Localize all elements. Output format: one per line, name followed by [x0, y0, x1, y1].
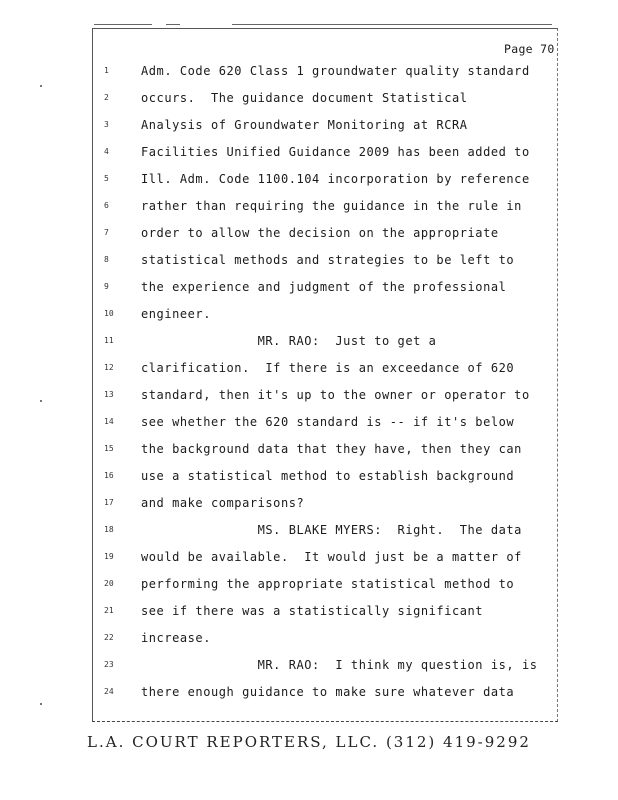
line-number: 4 — [104, 147, 109, 156]
transcript-line: performing the appropriate statistical method to — [141, 577, 515, 591]
line-number: 2 — [104, 93, 109, 102]
scan-speck — [40, 85, 42, 87]
page-border-bottom — [92, 721, 558, 722]
transcript-line: MS. BLAKE MYERS: Right. The data — [141, 523, 522, 537]
page-number: Page 70 — [504, 42, 555, 56]
transcript-line: Ill. Adm. Code 1100.104 incorporation by reference — [141, 172, 530, 186]
line-number: 13 — [104, 390, 114, 399]
scan-artifact-top-right — [232, 24, 552, 25]
transcript-line: use a statistical method to establish background — [141, 469, 515, 483]
transcript-line: see if there was a statistically significant — [141, 604, 484, 618]
line-number: 9 — [104, 282, 109, 291]
transcript-line: see whether the 620 standard is -- if it's below — [141, 415, 515, 429]
transcript-line: the experience and judgment of the professional — [141, 280, 507, 294]
transcript-line: order to allow the decision on the appropriate — [141, 226, 499, 240]
transcript-line: increase. — [141, 631, 211, 645]
transcript-line: MR. RAO: Just to get a — [141, 334, 437, 348]
line-number: 10 — [104, 309, 114, 318]
transcript-line: standard, then it's up to the owner or operator to — [141, 388, 530, 402]
transcript-line: statistical methods and strategies to be left to — [141, 253, 515, 267]
scan-speck — [40, 400, 42, 402]
transcript-line: the background data that they have, then they can — [141, 442, 522, 456]
line-number: 20 — [104, 579, 114, 588]
transcript-line: there enough guidance to make sure whatever data — [141, 685, 515, 699]
line-number: 23 — [104, 660, 114, 669]
line-number: 11 — [104, 336, 114, 345]
line-number: 1 — [104, 66, 109, 75]
line-number: 5 — [104, 174, 109, 183]
transcript-line: clarification. If there is an exceedance of 620 — [141, 361, 515, 375]
line-number: 18 — [104, 525, 114, 534]
court-reporter-footer: L.A. COURT REPORTERS, LLC. (312) 419-9292 — [87, 733, 531, 751]
line-number: 22 — [104, 633, 114, 642]
line-number: 19 — [104, 552, 114, 561]
transcript-line: Facilities Unified Guidance 2009 has been added to — [141, 145, 530, 159]
line-number: 12 — [104, 363, 114, 372]
transcript-line: Analysis of Groundwater Monitoring at RCRA — [141, 118, 468, 132]
line-number: 24 — [104, 687, 114, 696]
transcript-line: Adm. Code 620 Class 1 groundwater quality standard — [141, 64, 530, 78]
line-number: 16 — [104, 471, 114, 480]
line-number: 17 — [104, 498, 114, 507]
line-number: 21 — [104, 606, 114, 615]
scan-speck — [40, 703, 42, 705]
line-number: 6 — [104, 201, 109, 210]
transcript-line: would be available. It would just be a matter of — [141, 550, 522, 564]
scan-artifact-top-left — [94, 24, 152, 25]
transcript-line: and make comparisons? — [141, 496, 305, 510]
line-number: 7 — [104, 228, 109, 237]
transcript-line: engineer. — [141, 307, 211, 321]
line-number: 8 — [104, 255, 109, 264]
scan-artifact-top-mid — [166, 24, 180, 25]
transcript-line: rather than requiring the guidance in the rule in — [141, 199, 522, 213]
line-number: 14 — [104, 417, 114, 426]
transcript-line: occurs. The guidance document Statistical — [141, 91, 468, 105]
line-number: 3 — [104, 120, 109, 129]
line-number: 15 — [104, 444, 114, 453]
transcript-line: MR. RAO: I think my question is, is — [141, 658, 538, 672]
